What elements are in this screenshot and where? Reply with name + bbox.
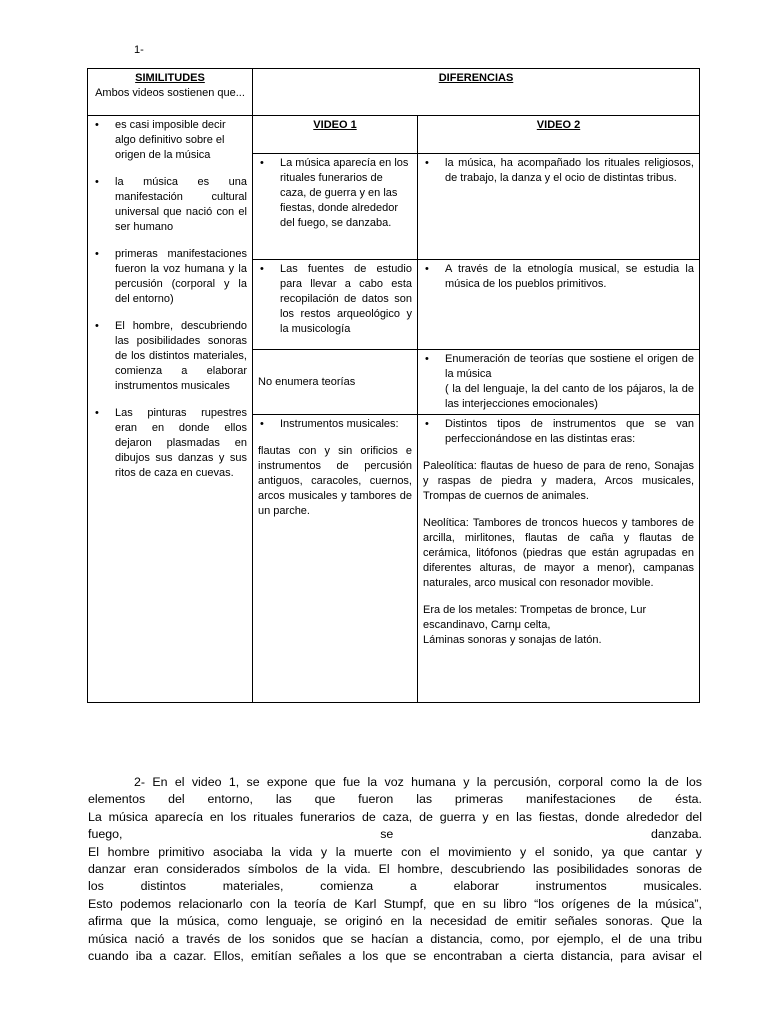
bullet-icon: • [425, 157, 429, 169]
era-neolitica: Neolítica: Tambores de troncos huecos y tambores de arcilla, mirlitones, flautas de caña y flautas de cerámica, litófonos (piedras que están agrupadas en diferentes alturas, de mayor a menor), campanas naturales, arco musical con resonador movible. [423, 517, 694, 589]
video1-cell: No enumera teorías [253, 350, 418, 415]
section-2-text [88, 774, 702, 965]
paragraph-line: La música aparecía en los rituales funerarios de caza, de guerra y en las fiestas, donde alrededor del [88, 809, 702, 824]
video-header-row [88, 116, 700, 154]
diferencias-header-cell [253, 69, 700, 116]
bullet-icon: • [260, 157, 264, 169]
paragraph-line: Esto podemos relacionarlo con la teoría de Karl Stumpf, que en su libro “los orígenes de la música”, [88, 896, 702, 911]
paragraph-line: danzar eran considerados símbolos de la vida. El hombre, descubriendo las posibilidades sonoras de [88, 862, 702, 877]
bullet-icon: • [95, 248, 99, 260]
comparison-table [87, 68, 700, 703]
paragraph-line: afirma que la música, como lenguaje, se originó en la necesidad de emitir señales sonoras. Que la [88, 914, 702, 929]
video2-header-cell [418, 116, 700, 154]
paragraph-line: los distintos materiales, comienza a elaborar instrumentos musicales. [88, 879, 702, 894]
paragraph-line: 2- En el video 1, se expone que fue la voz humana y la percusión, corporal como la de los [134, 775, 702, 789]
video2-cell: • Distintos tipos de instrumentos que se van perfeccionándose en las distintas eras: Paleolítica: flautas de hueso de para de reno, Sonajas y raspas de piedra y madera, Arcos musicales, Trompas de cuernos de animales. Neolítica: Tambores de troncos huecos y tambores de arcilla, mirlitones, flautas de caña y flautas de cerámica, litófonos (piedras que están agrupadas en diferentes alturas, de mayor a menor), campanas naturales, arco musical con resonador movible. Era de los metales: Trompetas de bronce, Lur escandinavo, Carnμ celta, Láminas sonoras y sonajas de latón. [418, 415, 700, 703]
header-row [88, 69, 700, 116]
era-metales: Era de los metales: Trompetas de bronce, Lur escandinavo, Carnμ celta, [423, 604, 647, 631]
video1-cell: • Las fuentes de estudio para llevar a cabo esta recopilación de datos son los restos arqueológico y la musicología [253, 260, 418, 350]
video2-header: VIDEO 2 [536, 119, 581, 131]
video1-cell: • La música aparecía en los rituales funerarios de caza, de guerra y en las fiestas, donde alrededor del fuego, se danzaba. [253, 154, 418, 260]
video2-cell: • Enumeración de teorías que sostiene el origen de la música ( la del lenguaje, la del canto de los pájaros, la de las interjecciones emocionales) [418, 350, 700, 415]
bullet-icon: • [95, 407, 99, 419]
video1-header: VIDEO 1 [313, 119, 357, 131]
bullet-icon: • [425, 353, 429, 365]
similitud-item: • es casi imposible decir algo definitivo sobre el origen de la música [95, 119, 226, 161]
paragraph-line: música nació a través de los sonidos que se hacían a distancia, como, por ejemplo, el de una tribu [88, 931, 702, 946]
similitudes-subheader: Ambos videos sostienen que... [95, 87, 245, 99]
era-metales-cont: Láminas sonoras y sonajas de latón. [423, 634, 602, 646]
video1-cell: • Instrumentos musicales: flautas con y sin orificios e instrumentos de percusión antiguos, caracoles, cuernos, arcos musicales y tambores de un parche. [253, 415, 418, 703]
video2-cell: • la música, ha acompañado los rituales religiosos, de trabajo, la danza y el ocio de distintas tribus. [418, 154, 700, 260]
bullet-icon: • [95, 119, 99, 131]
similitudes-cell [88, 116, 253, 703]
paragraph-line: elementos del entorno, las que fueron las primeras manifestaciones de ésta. [88, 792, 702, 807]
similitud-item: • Las pinturas rupestres eran en donde ellos dejaron plasmadas en dibujos sus danzas y sus ritos de caza en cuevas. [95, 407, 247, 479]
similitud-item: • primeras manifestaciones fueron la voz humana y la percusión (corporal y la del entorno) [95, 248, 247, 305]
video2-cell: • A través de la etnología musical, se estudia la música de los pueblos primitivos. [418, 260, 700, 350]
bullet-icon: • [425, 263, 429, 275]
diferencias-header: DIFERENCIAS [438, 72, 514, 84]
bullet-icon: • [260, 263, 264, 275]
bullet-icon: • [260, 418, 264, 430]
bullet-icon: • [95, 176, 99, 188]
video1-header-cell [253, 116, 418, 154]
similitud-item: • El hombre, descubriendo las posibilidades sonoras de los distintos materiales, comienza a elaborar instrumentos musicales [95, 320, 247, 392]
similitud-item: • la música es una manifestación cultural universal que nació con el ser humano [95, 176, 247, 233]
paragraph-line: El hombre primitivo asociaba la vida y la muerte con el movimiento y el sonido, ya que cantar y [88, 844, 702, 859]
bullet-icon: • [425, 418, 429, 430]
section-1-number: 1- [134, 44, 144, 56]
bullet-icon: • [95, 320, 99, 332]
paragraph-line: fuego, se danzaba. [88, 827, 702, 842]
similitudes-header: SIMILITUDES [135, 72, 205, 84]
similitudes-header-cell [88, 69, 253, 116]
paragraph-line: cuando iba a cazar. Ellos, emitían señales a los que se encontraban a cierta distancia, para avisar el [88, 949, 702, 964]
era-paleolitica: Paleolítica: flautas de hueso de para de reno, Sonajas y raspas de piedra y madera, Arcos musicales, Trompas de cuernos de animales. [423, 460, 694, 502]
